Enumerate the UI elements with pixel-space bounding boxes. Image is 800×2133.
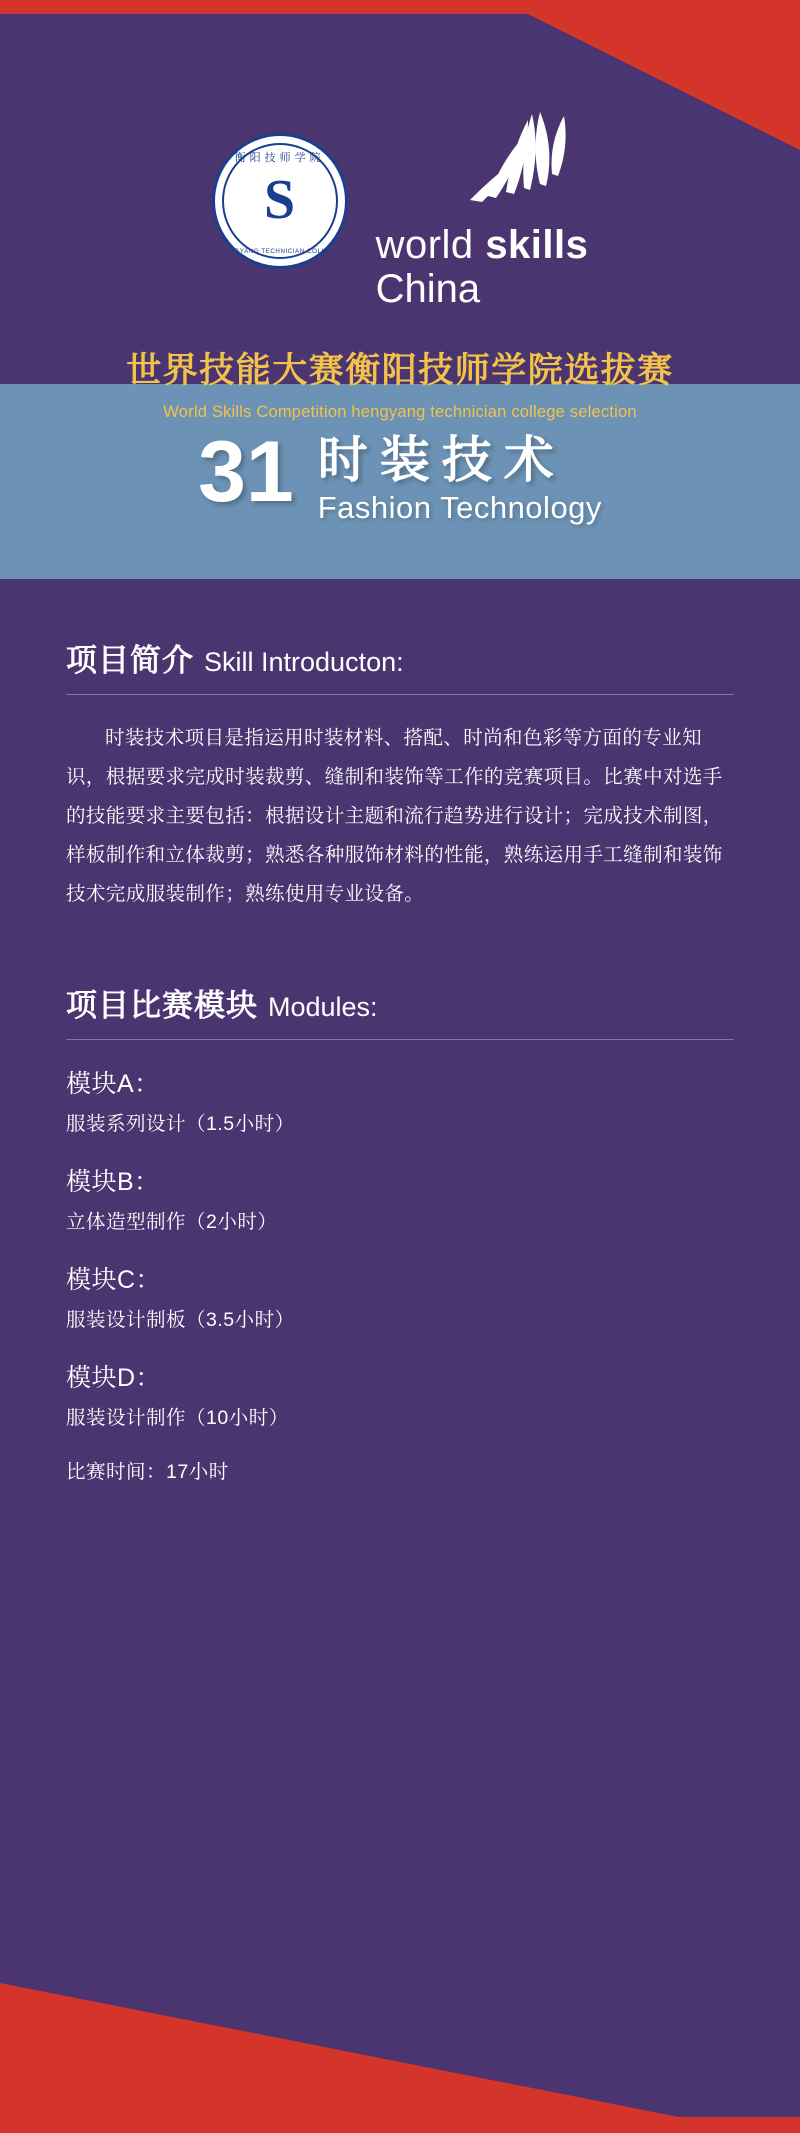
skill-name-block xyxy=(318,429,602,526)
red-bottom-triangle xyxy=(0,1983,760,2133)
total-competition-time: 比赛时间：17小时 xyxy=(66,1461,229,1483)
worldskills-flame-icon xyxy=(454,96,574,221)
module-item xyxy=(66,1358,734,1430)
college-seal-logo xyxy=(212,133,348,269)
introduction-heading-chinese: 项目简介 xyxy=(66,643,194,678)
worldskills-word-world: world xyxy=(375,223,474,267)
module-label: 模块B： xyxy=(66,1168,160,1196)
logo-row xyxy=(0,92,800,309)
module-description: 服装系列设计（1.5小时） xyxy=(66,1113,295,1135)
modules-heading-english: Modules: xyxy=(268,992,378,1022)
event-title-english: World Skills Competition hengyang technician college selection xyxy=(163,403,637,421)
module-label: 模块D： xyxy=(66,1364,162,1392)
module-item xyxy=(66,1260,734,1332)
worldskills-word-skills: skills xyxy=(485,223,589,267)
seal-chinese-text: 衡阳技师学院 xyxy=(234,151,325,164)
worldskills-wordmark xyxy=(376,225,589,309)
skill-banner-inner xyxy=(198,424,602,526)
module-description: 服装设计制板（3.5小时） xyxy=(66,1309,295,1331)
skill-number: 31 xyxy=(198,424,294,520)
seal-english-text: HENGYANG TECHNICIAN COLLEGE xyxy=(219,247,340,255)
modules-heading-chinese: 项目比赛模块 xyxy=(66,988,258,1023)
skill-name-english: Fashion Technology xyxy=(317,490,602,525)
introduction-divider xyxy=(66,694,734,695)
module-description: 服装设计制作（10小时） xyxy=(66,1407,289,1429)
module-label: 模块A： xyxy=(66,1070,160,1098)
introduction-body-text: 时装技术项目是指运用时装材料、搭配、时尚和色彩等方面的专业知识，根据要求完成时装裁剪、缝制和装饰等工作的竞赛项目。比赛中对选手的技能要求主要包括：根据设计主题和流行趋势进行设计；完成技术制图，样板制作和立体裁剪；熟悉各种服饰材料的性能，熟练运用手工缝制和装饰技术完成服装制作；熟练使用专业设备。 xyxy=(66,727,723,905)
modules-section xyxy=(66,980,734,1484)
module-label: 模块C： xyxy=(66,1266,162,1294)
worldskills-word-china: China xyxy=(375,267,481,311)
modules-heading xyxy=(66,980,734,1039)
poster-header xyxy=(0,0,800,421)
red-corner-decoration-bottom xyxy=(0,1953,800,2133)
modules-divider xyxy=(66,1039,734,1040)
module-description: 立体造型制作（2小时） xyxy=(66,1211,278,1233)
module-item xyxy=(66,1162,734,1234)
seal-letter-s: S xyxy=(264,168,296,231)
module-item xyxy=(66,1064,734,1136)
red-bottom-bar xyxy=(0,2117,800,2133)
skill-name-chinese: 时装技术 xyxy=(317,432,566,488)
skill-introduction-section xyxy=(66,635,734,914)
poster-content xyxy=(0,579,800,1484)
introduction-heading xyxy=(66,635,734,694)
event-title-chinese: 世界技能大赛衡阳技师学院选拔赛 xyxy=(126,351,674,390)
introduction-heading-english: Skill Introducton: xyxy=(204,647,404,677)
worldskills-logo-block xyxy=(376,96,589,309)
